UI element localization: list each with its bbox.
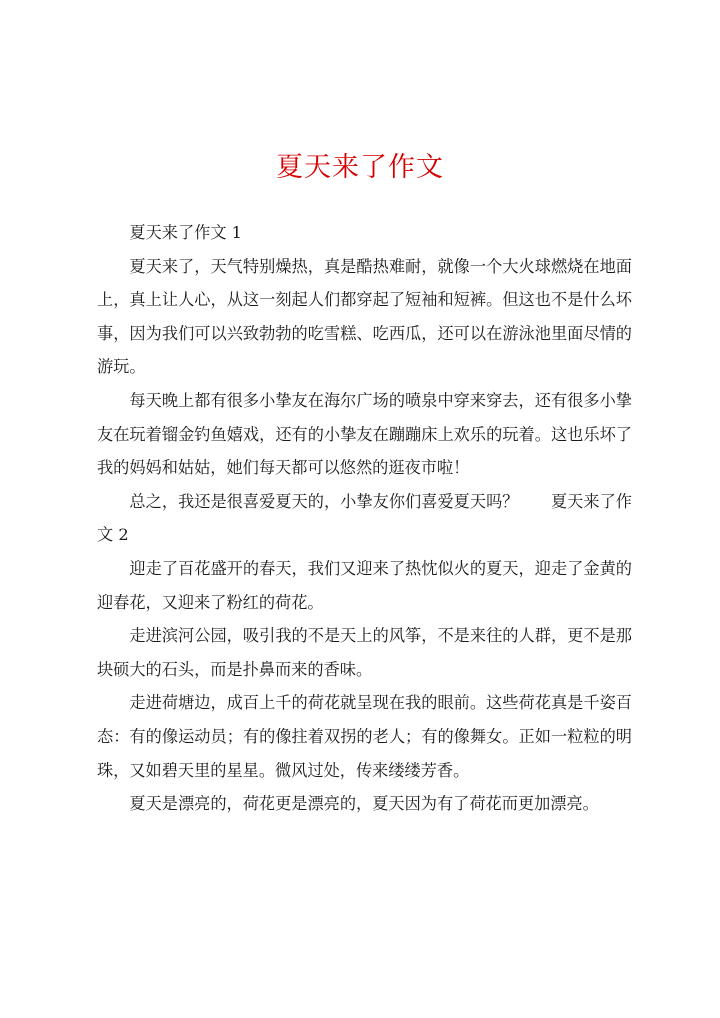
paragraph: 总之，我还是很喜爱夏天的，小挚友你们喜爱夏天吗？ 夏天来了作文 2 [97, 491, 632, 545]
paragraph-heading-1: 夏天来了作文 1 [129, 223, 242, 242]
paragraph: 迎走了百花盛开的春天，我们又迎来了热忱似火的夏天，迎走了金黄的迎春花，又迎来了粉红的荷花。 [97, 558, 632, 612]
document-body [97, 216, 632, 821]
paragraph: 夏天来了，天气特别燥热，真是酷热难耐，就像一个大火球燃烧在地面上，真上让人心，从这一刻起人们都穿起了短袖和短裤。但这也不是什么坏事，因为我们可以兴致勃勃的吃雪糕、吃西瓜，还可以在游泳池里面尽情的游玩。 [97, 256, 632, 377]
paragraph: 走进荷塘边，成百上千的荷花就呈现在我的眼前。这些荷花真是千姿百态：有的像运动员；有的像拄着双拐的老人；有的像舞女。正如一粒粒的明珠，又如碧天里的星星。微风过处，传来缕缕芳香。 [97, 693, 632, 780]
document-title: 夏天来了作文 [276, 152, 444, 183]
paragraph: 走进滨河公园，吸引我的不是天上的风筝，不是来往的人群，更不是那块硕大的石头，而是扑鼻而来的香味。 [97, 626, 632, 679]
paragraph: 每天晚上都有很多小挚友在海尔广场的喷泉中穿来穿去，还有很多小挚友在玩着镏金钓鱼嬉戏，还有的小挚友在蹦蹦床上欢乐的玩着。这也乐坏了我的妈妈和姑姑，她们每天都可以悠然的逛夜市啦！ [97, 390, 632, 478]
paragraph: 夏天是漂亮的，荷花更是漂亮的，夏天因为有了荷花而更加漂亮。 [129, 794, 599, 814]
